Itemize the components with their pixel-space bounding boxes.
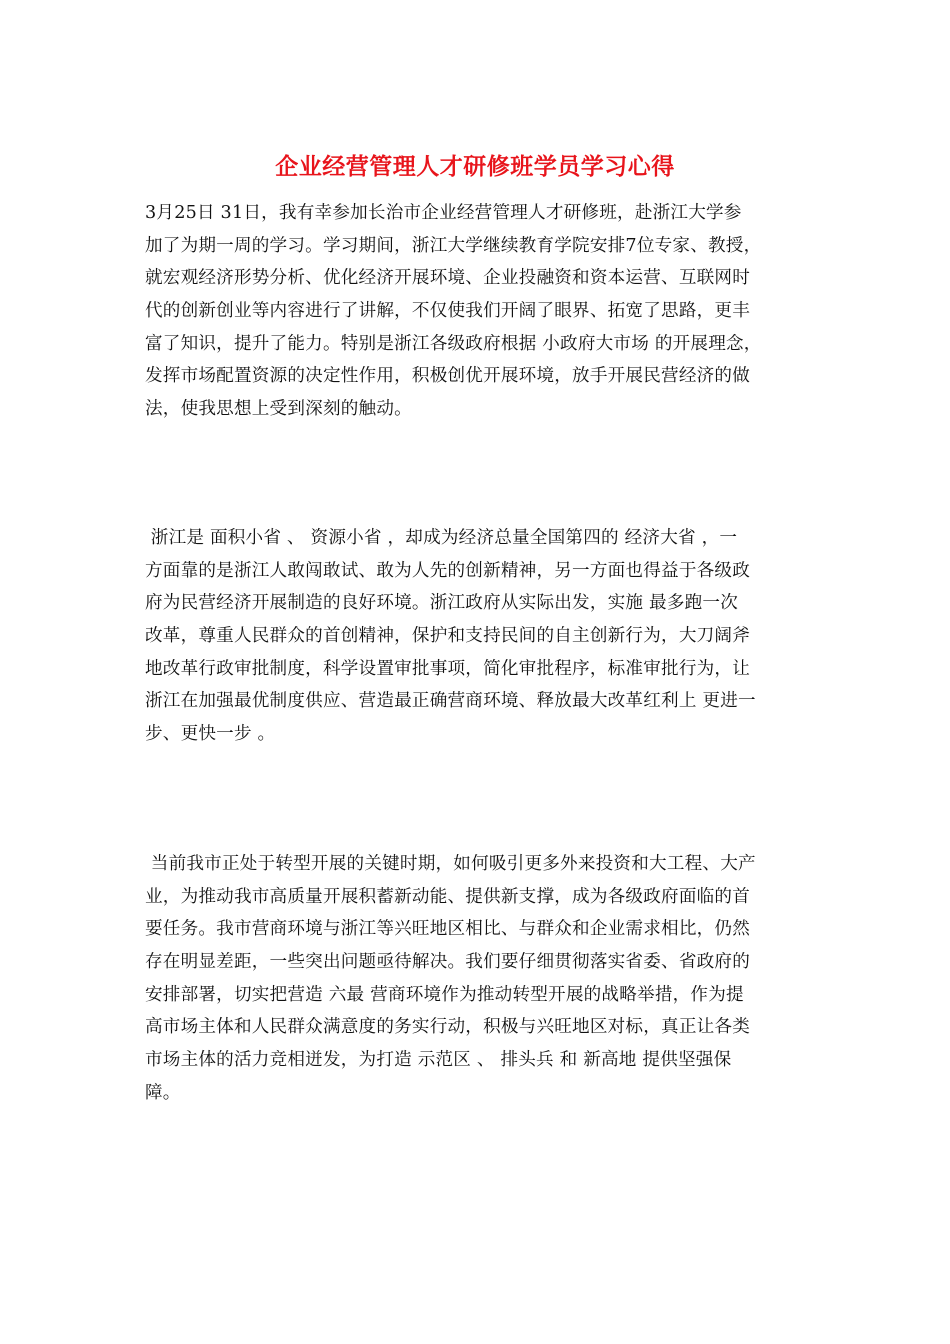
paragraph-line: 步、更快一步 。 [145, 724, 276, 745]
paragraph-line: 要任务。我市营商环境与浙江等兴旺地区相比、与群众和企业需求相比，仍然 [145, 919, 750, 940]
document-title: 企业经营管理人才研修班学员学习心得 [275, 153, 675, 180]
paragraph-line: 富了知识，提升了能力。特别是浙江各级政府根据 小政府大市场 的开展理念， [145, 333, 762, 354]
paragraph-line: 障。 [145, 1082, 181, 1103]
paragraph-line: 3月25日 31日，我有幸参加长治市企业经营管理人才研修班，赴浙江大学参 [145, 203, 742, 223]
paragraph-line: 法，使我思想上受到深刻的触动。 [145, 399, 412, 420]
paragraph-line: 方面靠的是浙江人敢闯敢试、敢为人先的创新精神，另一方面也得益于各级政 [145, 560, 750, 581]
paragraph-line: 浙江在加强最优制度供应、营造最正确营商环境、释放最大改革红利上 更进一 [145, 691, 756, 712]
paragraph-2 [145, 522, 807, 751]
paragraph-line: 加了为期一周的学习。学习期间，浙江大学继续教育学院安排7位专家、教授， [145, 235, 762, 256]
paragraph-line: 改革，尊重人民群众的首创精神，保护和支持民间的自主创新行为，大刀阔斧 [145, 626, 750, 647]
paragraph-line: 安排部署，切实把营造 六最 营商环境作为推动转型开展的战略举措，作为提 [145, 984, 744, 1005]
paragraph-1 [145, 197, 807, 426]
paragraph-line: 就宏观经济形势分析、优化经济开展环境、企业投融资和资本运营、互联网时 [145, 268, 750, 289]
paragraph-line: 发挥市场配置资源的决定性作用，积极创优开展环境，放手开展民营经济的做 [145, 366, 750, 387]
paragraph-line: 存在明显差距，一些突出问题亟待解决。我们要仔细贯彻落实省委、省政府的 [145, 952, 750, 973]
paragraph-3 [145, 848, 807, 1110]
paragraph-line: 高市场主体和人民群众满意度的务实行动，积极与兴旺地区对标，真正让各类 [145, 1017, 750, 1038]
paragraph-line: 当前我市正处于转型开展的关键时期，如何吸引更多外来投资和大工程、大产 [145, 854, 756, 874]
paragraph-line: 府为民营经济开展制造的良好环境。浙江政府从实际出发，实施 最多跑一次 [145, 593, 738, 614]
paragraph-line: 市场主体的活力竞相迸发，为打造 示范区 、 排头兵 和 新高地 提供坚强保 [145, 1050, 732, 1071]
paragraph-line: 浙江是 面积小省 、 资源小省 ，却成为经济总量全国第四的 经济大省 ，一 [145, 528, 738, 548]
paragraph-line: 业，为推动我市高质量开展积蓄新动能、提供新支撑，成为各级政府面临的首 [145, 886, 750, 907]
paragraph-line: 地改革行政审批制度，科学设置审批事项，简化审批程序，标准审批行为，让 [145, 658, 750, 679]
paragraph-line: 代的创新创业等内容进行了讲解，不仅使我们开阔了眼界、拓宽了思路，更丰 [145, 301, 750, 322]
